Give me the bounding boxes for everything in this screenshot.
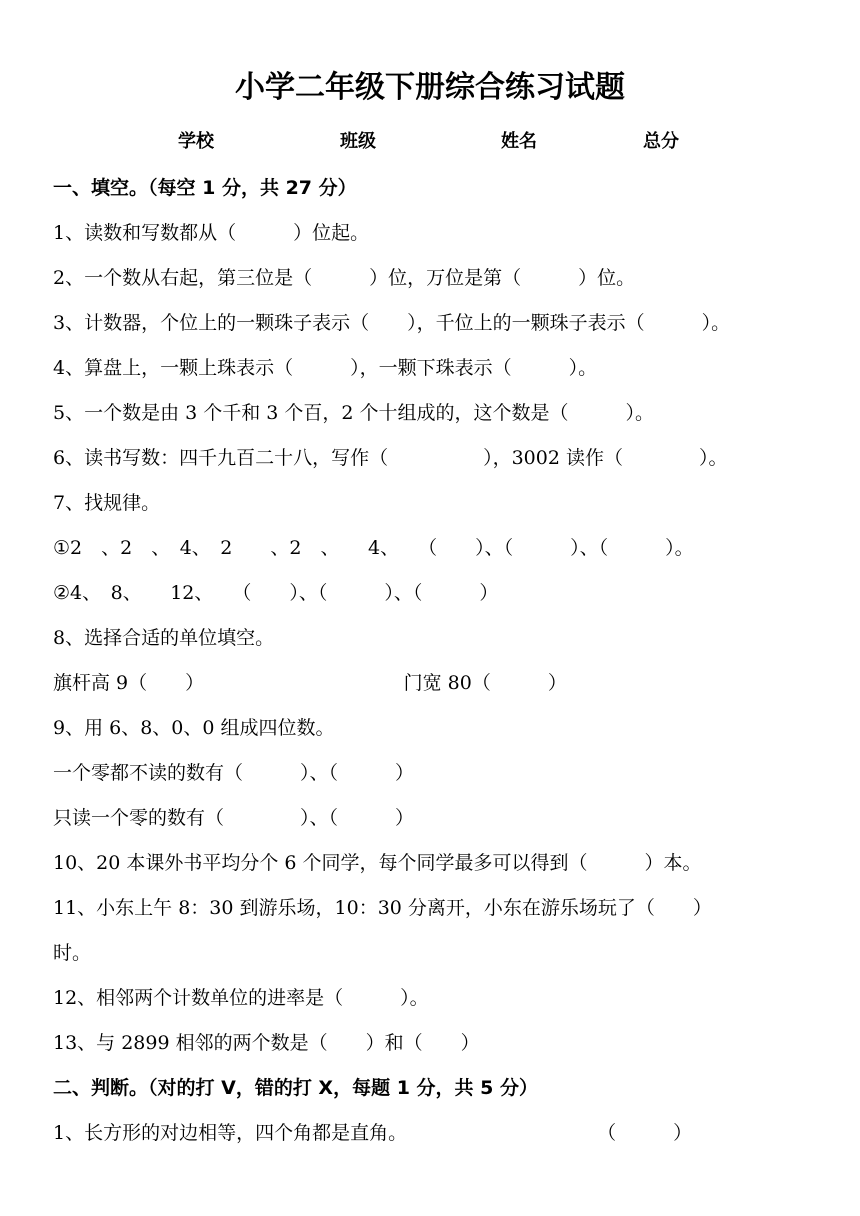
section-true-false-heading: 二、判断。（对的打 V，错的打 X，每题 1 分，共 5 分） [53,1077,538,1099]
score-label: 总分 [643,131,679,152]
question-8-items: 旗杆高 9（ ） 门宽 80（ ） [53,672,567,694]
question-13: 13、与 2899 相邻的两个数是（ ）和（ ） [53,1032,480,1054]
question-5: 5、一个数是由 3 个千和 3 个百，2 个十组成的，这个数是（ ）。 [53,402,655,424]
question-2: 2、一个数从右起，第三位是（ ）位，万位是第（ ）位。 [53,267,636,289]
question-12: 12、相邻两个计数单位的进率是（ ）。 [53,987,429,1009]
question-9: 9、用 6、8、0、0 组成四位数。 [53,717,335,739]
section-fill-in-heading: 一、填空。（每空 1 分，共 27 分） [53,177,357,199]
question-11: 11、小东上午 8：30 到游乐场，10：30 分离开，小东在游乐场玩了（ ） [53,897,712,919]
question-7-part-1: ①2 、2 、 4、 2 、2 、 4、 （ ）、（ ）、（ ）。 [53,537,694,559]
question-1: 1、读数和写数都从（ ）位起。 [53,222,370,244]
question-9-part-1: 一个零都不读的数有（ ）、（ ） [53,762,415,784]
question-7: 7、找规律。 [53,492,161,514]
question-4: 4、算盘上，一颗上珠表示（ ），一颗下珠表示（ ）。 [53,357,598,379]
question-10: 10、20 本课外书平均分个 6 个同学，每个同学最多可以得到（ ）本。 [53,852,702,874]
page-title: 小学二年级下册综合练习试题 [235,70,625,105]
question-8: 8、选择合适的单位填空。 [53,627,275,649]
question-6: 6、读书写数：四千九百二十八，写作（ ），3002 读作（ ）。 [53,447,728,469]
question-7-part-2: ②4、 8、 12、 （ ）、（ ）、（ ） [53,582,499,604]
name-label: 姓名 [501,131,537,152]
school-label: 学校 [178,131,214,152]
judgement-1: 1、长方形的对边相等，四个角都是直角。 （ ） [53,1122,693,1144]
question-3: 3、计数器，个位上的一颗珠子表示（ ），千位上的一颗珠子表示（ ）。 [53,312,731,334]
class-label: 班级 [340,131,376,152]
question-11-continued: 时。 [53,942,92,964]
question-9-part-2: 只读一个零的数有（ ）、（ ） [53,807,415,829]
